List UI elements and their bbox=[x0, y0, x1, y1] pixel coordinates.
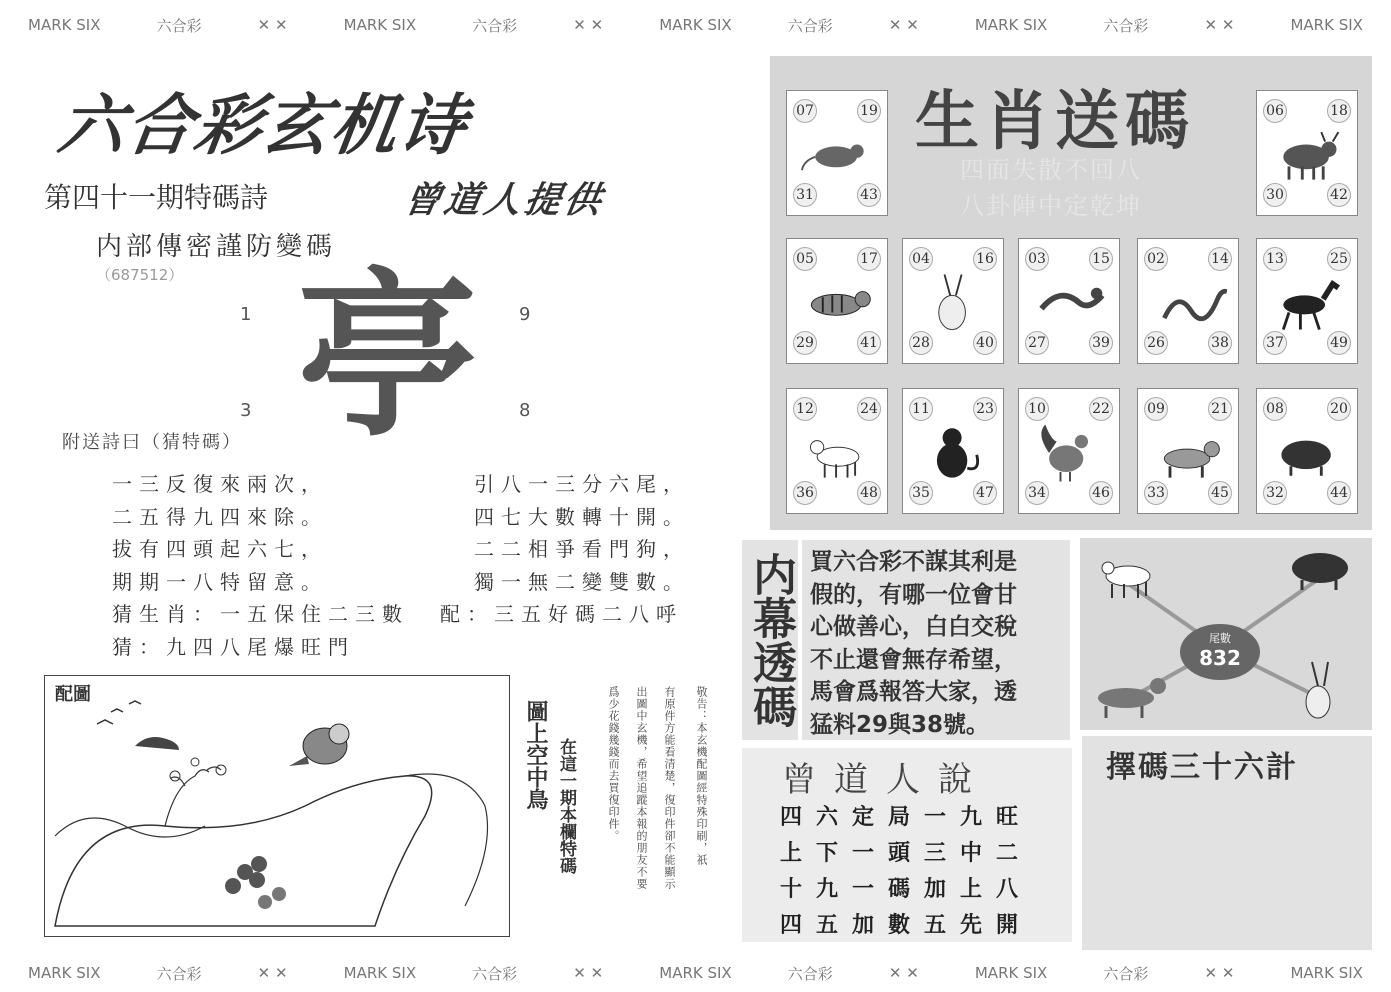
pig-icon bbox=[1292, 553, 1348, 590]
zodiac-card bbox=[1018, 238, 1120, 364]
border-item: ✕ ✕ bbox=[257, 964, 288, 982]
tail-number-value: 832 bbox=[1199, 646, 1241, 670]
border-item: MARK SIX bbox=[343, 16, 417, 34]
border-item: MARK SIX bbox=[1290, 964, 1363, 982]
zodiac-number: 03 bbox=[1025, 247, 1049, 271]
zodiac-number: 22 bbox=[1089, 397, 1113, 421]
poem-line: 一三反復來兩次， bbox=[112, 472, 328, 496]
rooster-icon bbox=[1032, 419, 1108, 485]
zodiac-number: 32 bbox=[1263, 481, 1287, 505]
riddle-num-top-left: 1 bbox=[240, 304, 252, 325]
notice-column: 敬告：本玄機配圖經特殊印刷，祇 bbox=[695, 686, 708, 866]
picture-hint-detail: 在這一期本欄特碼 bbox=[556, 738, 576, 874]
rat-icon bbox=[800, 121, 876, 187]
zodiac-number: 48 bbox=[857, 481, 881, 505]
zodiac-card bbox=[786, 238, 888, 364]
poem-line: 期期一八特留意。 bbox=[112, 569, 328, 594]
top-border-strip bbox=[0, 10, 1391, 40]
zodiac-card bbox=[1018, 388, 1120, 514]
zodiac-card bbox=[902, 388, 1004, 514]
border-item: 六合彩 bbox=[787, 16, 833, 35]
picture-label: 配圖 bbox=[55, 684, 91, 705]
border-item: 六合彩 bbox=[1103, 964, 1149, 983]
poem-left bbox=[112, 468, 409, 663]
poem-line: 猜生肖：一五保住二三數 bbox=[112, 602, 409, 626]
zodiac-number: 41 bbox=[857, 331, 881, 355]
secret-note: 内部傳密謹防變碼 bbox=[96, 232, 337, 262]
zodiac-number: 46 bbox=[1089, 481, 1113, 505]
border-item: MARK SIX bbox=[659, 964, 732, 982]
border-item: MARK SIX bbox=[1290, 16, 1363, 34]
inside-line: 猛料29與38號。 bbox=[810, 711, 990, 738]
zodiac-number: 39 bbox=[1089, 331, 1113, 355]
say-line: 四五加數五先開 bbox=[780, 913, 1033, 938]
issue-line: 第四十一期特碼詩 bbox=[44, 181, 269, 214]
zodiac-number: 13 bbox=[1263, 247, 1287, 271]
inside-line: 買六合彩不謀其利是 bbox=[810, 549, 1017, 575]
inside-line: 馬會爲報答大家，透 bbox=[810, 679, 1017, 705]
snake-icon bbox=[1151, 269, 1227, 335]
zodiac-card bbox=[786, 388, 888, 514]
zodiac-number: 29 bbox=[793, 331, 817, 355]
zodiac-number: 30 bbox=[1263, 183, 1287, 207]
border-item: ✕ ✕ bbox=[257, 16, 288, 34]
inside-line: 不止還會無存希望， bbox=[810, 646, 1017, 673]
zodiac-number: 11 bbox=[909, 397, 933, 421]
zodiac-card bbox=[1137, 238, 1239, 364]
attach-line: 附送詩曰（猜特碼） bbox=[62, 432, 242, 453]
zodiac-number: 24 bbox=[857, 397, 881, 421]
provider-label: 曾道人提供 bbox=[400, 180, 609, 221]
main-title: 六合彩玄机诗 bbox=[53, 87, 473, 164]
goat-icon bbox=[800, 419, 876, 485]
zodiac-number: 07 bbox=[793, 99, 817, 123]
riddle-character: 亭 bbox=[296, 252, 477, 461]
tail-number-label: 尾數 bbox=[1209, 632, 1231, 645]
zodiac-faded-line: 四面失散不回八 bbox=[960, 156, 1142, 184]
riddle-num-bottom-left: 3 bbox=[240, 400, 252, 421]
say-line: 十九一碼加上八 bbox=[780, 877, 1033, 902]
border-item: 六合彩 bbox=[156, 16, 202, 35]
border-item: MARK SIX bbox=[659, 16, 732, 34]
border-item: 六合彩 bbox=[1103, 16, 1149, 35]
border-item: MARK SIX bbox=[974, 16, 1048, 34]
border-item: MARK SIX bbox=[28, 964, 101, 982]
border-item: 六合彩 bbox=[787, 964, 833, 983]
border-item: ✕ ✕ bbox=[1204, 964, 1235, 982]
zodiac-number: 09 bbox=[1144, 397, 1168, 421]
zodiac-number: 34 bbox=[1025, 481, 1049, 505]
zodiac-card bbox=[902, 238, 1004, 364]
landscape-illustration bbox=[45, 676, 507, 934]
tail-number-oval bbox=[1180, 624, 1260, 680]
riddle-picture bbox=[44, 675, 510, 937]
zodiac-number: 42 bbox=[1327, 183, 1351, 207]
zodiac-number: 21 bbox=[1208, 397, 1232, 421]
poem-match-line: 配：三五好碼二八呼 bbox=[440, 602, 683, 626]
poem-line: 引八一三分六尾， bbox=[474, 472, 690, 496]
zodiac-number: 26 bbox=[1144, 331, 1168, 355]
zodiac-faded-line: 八卦陣中定乾坤 bbox=[960, 192, 1142, 220]
zodiac-number: 28 bbox=[909, 331, 933, 355]
border-item: ✕ ✕ bbox=[888, 964, 919, 982]
notice-column: 爲少花錢幾錢而去買復印件。 bbox=[607, 686, 620, 842]
rabbit-icon bbox=[916, 269, 992, 335]
border-item: MARK SIX bbox=[974, 964, 1048, 982]
zodiac-number: 36 bbox=[793, 481, 817, 505]
zodiac-card bbox=[786, 90, 888, 216]
zodiac-number: 02 bbox=[1144, 247, 1168, 271]
monkey-icon bbox=[916, 419, 992, 485]
ox-icon bbox=[1270, 121, 1346, 187]
say-line: 上下一頭三中二 bbox=[780, 841, 1033, 866]
border-item: MARK SIX bbox=[343, 964, 417, 982]
poem-line: 拔有四頭起六七， bbox=[112, 537, 328, 561]
dog-icon bbox=[1151, 419, 1227, 485]
poem-line: 二二相爭看門狗， bbox=[474, 537, 690, 561]
tiger-icon bbox=[800, 269, 876, 335]
zodiac-number: 20 bbox=[1327, 397, 1351, 421]
border-item: ✕ ✕ bbox=[888, 16, 919, 34]
border-item: ✕ ✕ bbox=[573, 16, 604, 34]
plan-title: 擇碼三十六計 bbox=[1106, 750, 1298, 785]
zodiac-number: 23 bbox=[973, 397, 997, 421]
poem-line: 二五得九四來除。 bbox=[112, 504, 328, 529]
picture-hint: 圖上空中鳥 bbox=[523, 700, 548, 810]
pig-icon bbox=[1270, 419, 1346, 485]
inside-line: 假的，有哪一位會甘 bbox=[810, 581, 1017, 608]
zodiac-number: 45 bbox=[1208, 481, 1232, 505]
say-title: 曾道人說 bbox=[782, 760, 990, 800]
zodiac-number: 27 bbox=[1025, 331, 1049, 355]
zodiac-number: 31 bbox=[793, 183, 817, 207]
zodiac-number: 18 bbox=[1327, 99, 1351, 123]
zodiac-number: 04 bbox=[909, 247, 933, 271]
border-item: 六合彩 bbox=[472, 964, 518, 983]
zodiac-number: 40 bbox=[973, 331, 997, 355]
say-line: 四六定局一九旺 bbox=[780, 805, 1033, 830]
border-item: MARK SIX bbox=[28, 16, 101, 34]
zodiac-number: 37 bbox=[1263, 331, 1287, 355]
secret-code: （687512） bbox=[96, 266, 184, 284]
dog-icon bbox=[1098, 678, 1166, 718]
border-item: 六合彩 bbox=[156, 964, 202, 983]
border-item: 六合彩 bbox=[472, 16, 518, 35]
zodiac-number: 25 bbox=[1327, 247, 1351, 271]
inside-text bbox=[802, 540, 1070, 740]
zodiac-number: 33 bbox=[1144, 481, 1168, 505]
zodiac-number: 43 bbox=[857, 183, 881, 207]
inside-line: 心做善心，白白交稅 bbox=[810, 614, 1017, 640]
poem-line: 猜：九四八尾爆旺門 bbox=[112, 634, 355, 659]
riddle-num-top-right: 9 bbox=[519, 304, 531, 325]
border-item: ✕ ✕ bbox=[1204, 16, 1235, 34]
inside-tag: 内幕透碼 bbox=[742, 540, 798, 740]
border-item: ✕ ✕ bbox=[573, 964, 604, 982]
dragon-icon bbox=[1032, 269, 1108, 335]
zodiac-title: 生肖送碼 bbox=[915, 85, 1195, 159]
horse-icon bbox=[1270, 269, 1346, 335]
zodiac-number: 17 bbox=[857, 247, 881, 271]
zodiac-card bbox=[1137, 388, 1239, 514]
rabbit-icon bbox=[1306, 662, 1330, 718]
riddle-num-bottom-right: 8 bbox=[519, 400, 531, 421]
zodiac-number: 47 bbox=[973, 481, 997, 505]
zodiac-number: 44 bbox=[1327, 481, 1351, 505]
zodiac-number: 19 bbox=[857, 99, 881, 123]
zodiac-number: 08 bbox=[1263, 397, 1287, 421]
poem-line: 獨一無二變雙數。 bbox=[474, 569, 690, 594]
zodiac-number: 12 bbox=[793, 397, 817, 421]
poem-line: 四七大數轉十開。 bbox=[474, 504, 690, 529]
zodiac-number: 16 bbox=[973, 247, 997, 271]
zodiac-card bbox=[1256, 90, 1358, 216]
zodiac-card bbox=[1256, 238, 1358, 364]
zodiac-number: 14 bbox=[1208, 247, 1232, 271]
bottom-border-strip bbox=[0, 958, 1391, 988]
zodiac-number: 06 bbox=[1263, 99, 1287, 123]
poem-right bbox=[474, 468, 690, 598]
notice-column: 出圖中玄機，希望追蹤本報的朋友不要 bbox=[635, 686, 648, 890]
say-lines bbox=[780, 800, 1032, 944]
zodiac-number: 49 bbox=[1327, 331, 1351, 355]
zodiac-number: 38 bbox=[1208, 331, 1232, 355]
zodiac-number: 35 bbox=[909, 481, 933, 505]
zodiac-number: 10 bbox=[1025, 397, 1049, 421]
zodiac-number: 05 bbox=[793, 247, 817, 271]
notice-column: 有原件方能看清楚，復印件卻不能顯示 bbox=[663, 686, 676, 890]
zodiac-number: 15 bbox=[1089, 247, 1113, 271]
zodiac-card bbox=[1256, 388, 1358, 514]
